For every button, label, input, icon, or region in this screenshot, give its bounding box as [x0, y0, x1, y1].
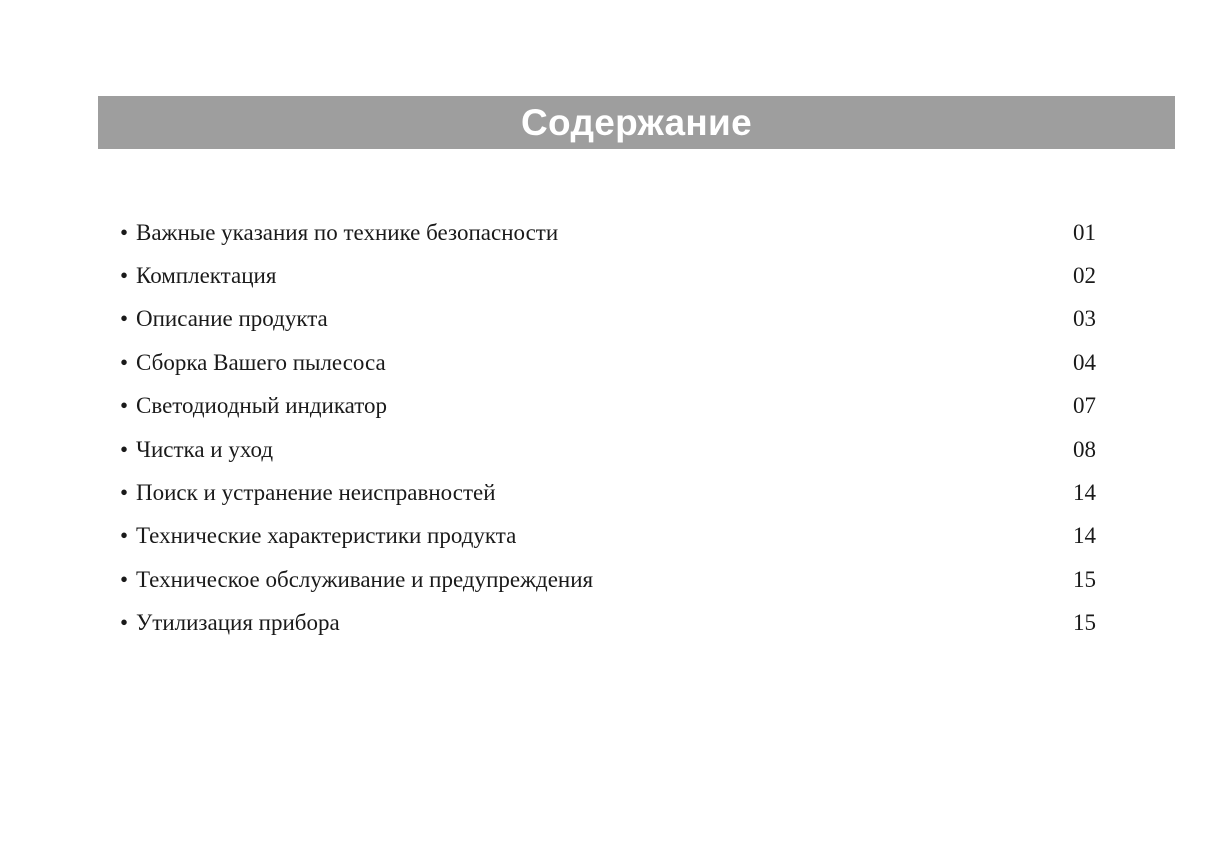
- bullet-icon: •: [120, 349, 129, 375]
- toc-item-label: Чистка и уход: [136, 436, 274, 462]
- toc-item-label: Утилизация прибора: [136, 610, 340, 636]
- toc-item-label: Техническое обслуживание и предупреждения: [136, 566, 594, 592]
- bullet-icon: •: [120, 219, 129, 245]
- toc-item[interactable]: [120, 341, 1096, 384]
- bullet-icon: •: [120, 306, 129, 332]
- toc-item[interactable]: [120, 298, 1096, 341]
- toc-item-page: 15: [1073, 610, 1096, 636]
- toc-item[interactable]: [120, 385, 1096, 428]
- toc-item-page: 04: [1073, 349, 1096, 375]
- bullet-icon: •: [120, 263, 129, 289]
- bullet-icon: •: [120, 610, 129, 636]
- bullet-icon: •: [120, 523, 129, 549]
- toc-item-page: 15: [1073, 566, 1096, 592]
- toc-item-page: 14: [1073, 523, 1096, 549]
- page-title: Содержание: [521, 102, 752, 143]
- toc-item[interactable]: [120, 558, 1096, 601]
- toc-item-label: Важные указания по технике безопасности: [136, 219, 559, 245]
- toc-item[interactable]: [120, 254, 1096, 297]
- toc-item-label: Описание продукта: [136, 306, 328, 332]
- toc-item-page: 08: [1073, 436, 1096, 462]
- toc-item[interactable]: [120, 211, 1096, 254]
- toc-item-page: 03: [1073, 306, 1096, 332]
- toc-item-page: 07: [1073, 393, 1096, 419]
- toc-item-label: Сборка Вашего пылесоса: [136, 349, 386, 375]
- toc-item-label: Светодиодный индикатор: [136, 393, 388, 419]
- toc-item-page: 01: [1073, 219, 1096, 245]
- table-of-contents: [120, 211, 1096, 645]
- toc-item[interactable]: [120, 602, 1096, 645]
- toc-item-label: Технические характеристики продукта: [136, 523, 517, 549]
- toc-item[interactable]: [120, 428, 1096, 471]
- title-bar: [98, 96, 1175, 149]
- toc-item-page: 14: [1073, 480, 1096, 506]
- toc-item-label: Поиск и устранение неисправностей: [136, 480, 496, 506]
- bullet-icon: •: [120, 480, 129, 506]
- bullet-icon: •: [120, 436, 129, 462]
- toc-item[interactable]: [120, 471, 1096, 514]
- toc-item[interactable]: [120, 515, 1096, 558]
- bullet-icon: •: [120, 566, 129, 592]
- toc-item-label: Комплектация: [136, 263, 277, 289]
- toc-item-page: 02: [1073, 263, 1096, 289]
- bullet-icon: •: [120, 393, 129, 419]
